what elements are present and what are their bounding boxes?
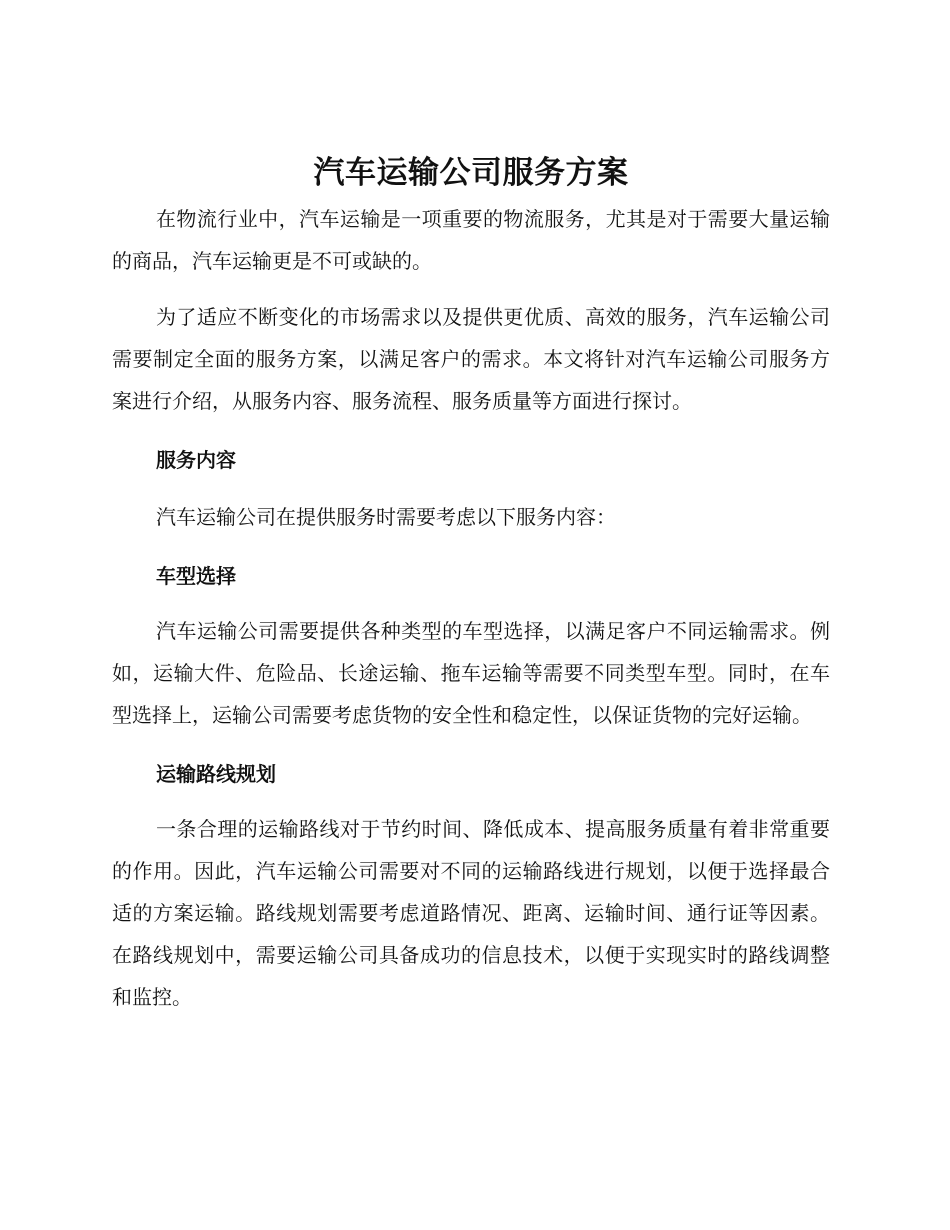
service-content-heading: 服务内容 [156,448,236,472]
vehicle-selection-paragraph: 汽车运输公司需要提供各种类型的车型选择，以满足客户不同运输需求。例如，运输大件、危险品、长途运输、拖车运输等需要不同类型车型。同时，在车型选择上，运输公司需要考虑货物的安全性和稳定性，以保证货物的完好运输。 [112,619,830,727]
intro-paragraph-1: 在物流行业中，汽车运输是一项重要的物流服务，尤其是对于需要大量运输的商品，汽车运输更是不可或缺的。 [112,207,830,273]
route-planning-paragraph: 一条合理的运输路线对于节约时间、降低成本、提高服务质量有着非常重要的作用。因此，汽车运输公司需要对不同的运输路线进行规划，以便于选择最合适的方案运输。路线规划需要考虑道路情况、距离、运输时间、通行证等因素。在路线规划中，需要运输公司具备成功的信息技术，以便于实现实时的路线调整和监控。 [112,817,830,1009]
vehicle-selection-heading: 车型选择 [156,564,236,588]
service-content-paragraph: 汽车运输公司在提供服务时需要考虑以下服务内容： [156,505,616,529]
intro-paragraph-2: 为了适应不断变化的市场需求以及提供更优质、高效的服务，汽车运输公司需要制定全面的服务方案，以满足客户的需求。本文将针对汽车运输公司服务方案进行介绍，从服务内容、服务流程、服务质量等方面进行探讨。 [112,305,830,413]
route-planning-heading: 运输路线规划 [156,762,276,786]
document-title: 汽车运输公司服务方案 [313,155,629,191]
document-page [112,150,830,1032]
